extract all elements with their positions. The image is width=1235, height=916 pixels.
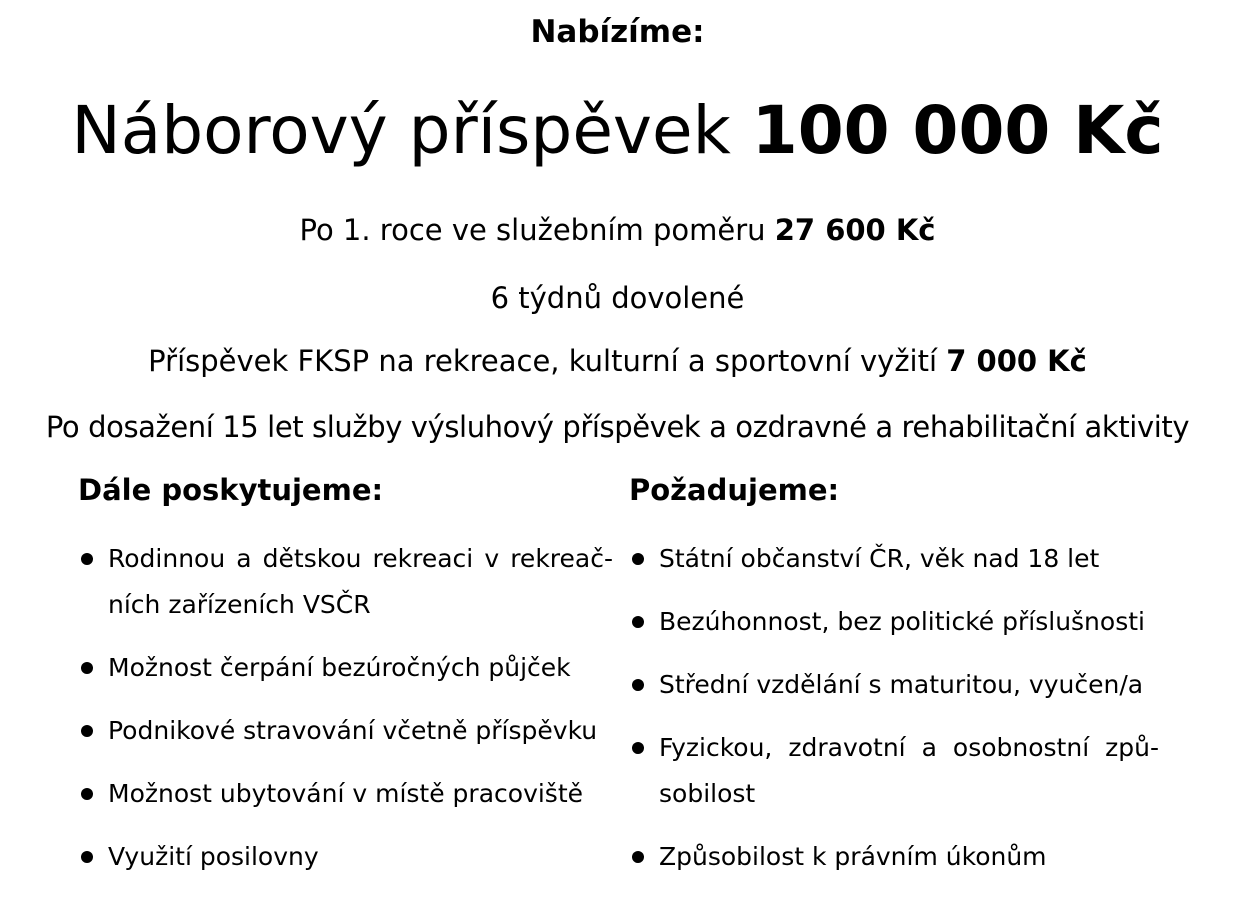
offer-line-text: Po 1. roce ve služebním poměru bbox=[299, 213, 775, 247]
bullet-icon bbox=[632, 742, 644, 754]
bullet-icon bbox=[632, 679, 644, 691]
bullet-icon bbox=[81, 851, 93, 863]
list-item-text: Rodinnou a dětskou rekreaci v rekreač-ních zařízeních VSČR bbox=[108, 544, 613, 619]
list-item-text: Podnikové stravování včetně příspěvku bbox=[108, 716, 598, 745]
bullet-icon bbox=[81, 553, 93, 565]
list-item bbox=[78, 834, 613, 880]
offer-line-text: Příspěvek FKSP na rekreace, kulturní a sportovní vyžití bbox=[148, 344, 947, 378]
offer-line-service-bonus bbox=[0, 410, 1235, 444]
list-item-text: Možnost čerpání bezúročných půjček bbox=[108, 653, 571, 682]
list-item bbox=[629, 662, 1159, 708]
list-item bbox=[78, 708, 613, 754]
list-item-text: Způsobilost k právním úkonům bbox=[659, 842, 1047, 871]
bullet-icon bbox=[632, 851, 644, 863]
offer-heading: Nabízíme: bbox=[530, 14, 705, 50]
offer-line-vacation bbox=[0, 281, 1235, 315]
list-item bbox=[78, 536, 613, 628]
list-item-text: Fyzickou, zdravotní a osobnostní způ-sobilost bbox=[659, 733, 1159, 808]
list-item-text: Státní občanství ČR, věk nad 18 let bbox=[659, 544, 1100, 573]
recruitment-bonus-amount: 100 000 Kč bbox=[751, 92, 1164, 169]
list-item-text: Bezúhonnost, bez politické příslušnosti bbox=[659, 607, 1145, 636]
benefits-heading: Dále poskytujeme: bbox=[78, 473, 384, 507]
recruitment-bonus-title bbox=[0, 92, 1235, 169]
requirements-list bbox=[629, 536, 1159, 897]
list-item bbox=[78, 771, 613, 817]
bullet-icon bbox=[81, 662, 93, 674]
requirements-heading: Požadujeme: bbox=[629, 473, 840, 507]
bullet-icon bbox=[81, 725, 93, 737]
offer-line-amount: 27 600 Kč bbox=[774, 213, 936, 247]
benefits-list bbox=[78, 536, 613, 897]
list-item-text: Možnost ubytování v místě pracoviště bbox=[108, 779, 584, 808]
list-item bbox=[629, 834, 1159, 880]
offer-line-salary bbox=[0, 213, 1235, 247]
list-item-text: Využití posilovny bbox=[108, 842, 319, 871]
bullet-icon bbox=[632, 616, 644, 628]
list-item-text: Střední vzdělání s maturitou, vyučen/a bbox=[659, 670, 1144, 699]
offer-line-text: 6 týdnů dovolené bbox=[490, 281, 745, 315]
list-item bbox=[629, 536, 1159, 582]
offer-line-fksp bbox=[0, 344, 1235, 378]
bullet-icon bbox=[81, 788, 93, 800]
bullet-icon bbox=[632, 553, 644, 565]
offer-line-amount: 7 000 Kč bbox=[946, 344, 1087, 378]
recruitment-bonus-label: Náborový příspěvek bbox=[71, 92, 752, 169]
list-item bbox=[629, 599, 1159, 645]
list-item bbox=[78, 645, 613, 691]
offer-line-text: Po dosažení 15 let služby výsluhový příspěvek a ozdravné a rehabilitační aktivity bbox=[45, 410, 1190, 444]
list-item bbox=[629, 725, 1159, 817]
